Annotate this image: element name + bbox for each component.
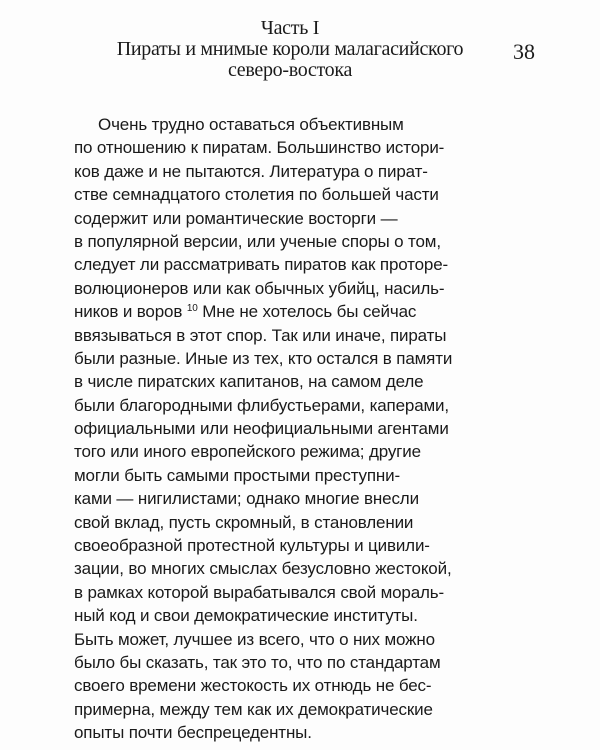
text-line: официальными или неофициальными агентами xyxy=(74,419,449,439)
body-paragraph xyxy=(74,113,514,745)
chapter-title-line-1: Пираты и мнимые короли малагасийского xyxy=(116,38,464,60)
text-line: в популярной версии, или ученые споры о том, xyxy=(74,231,441,251)
text-line: стве семнадцатого столетия по большей части xyxy=(74,185,439,205)
text-segment: ников и воров xyxy=(74,302,183,322)
text-line: волюционеров или как обычных убийц, насиль- xyxy=(74,278,445,298)
part-label: Часть I xyxy=(260,17,320,39)
text-line: своеобразной протестной культуры и цивили- xyxy=(74,536,430,556)
text-line: были благородными флибустьерами, каперами, xyxy=(74,395,449,415)
text-line: свой вклад, пусть скромный, в становлении xyxy=(74,512,414,532)
text-line: по отношению к пиратам. Большинство истори- xyxy=(74,138,445,158)
text-line: ков даже и не пытаются. Литература о пират- xyxy=(74,161,428,181)
text-line: ный код и свои демократические институты. xyxy=(74,606,418,626)
page-number: 38 xyxy=(513,39,535,64)
text-line: в рамках которой вырабатывался свой мораль- xyxy=(74,582,445,602)
text-line: содержит или романтические восторги — xyxy=(74,208,398,228)
text-line-with-footnote xyxy=(74,300,514,323)
text-line: Очень трудно оставаться объективным xyxy=(98,115,404,134)
text-line: ками — нигилистами; однако многие внесли xyxy=(74,489,419,509)
text-line: были разные. Иные из тех, кто остался в памяти xyxy=(74,348,453,368)
text-segment: Мне не хотелось бы сейчас xyxy=(197,302,417,322)
text-line: ввязываться в этот спор. Так или иначе, пираты xyxy=(74,325,447,345)
text-line: Быть может, лучшее из всего, что о них можно xyxy=(74,629,435,649)
text-line: опыты почти беспрецедентны. xyxy=(74,723,312,743)
text-line: зации, во многих смыслах безусловно жестокой, xyxy=(74,559,452,579)
footnote-reference[interactable]: 10 xyxy=(186,303,198,315)
text-line: того или иного европейского режима; другие xyxy=(74,442,421,462)
text-line: в числе пиратских капитанов, на самом деле xyxy=(74,372,424,392)
running-header xyxy=(60,18,520,81)
text-line: было бы сказать, так это то, что по стандартам xyxy=(74,652,441,672)
text-line: примерна, между тем как их демократические xyxy=(74,699,433,719)
text-line: могли быть самыми простыми преступни- xyxy=(74,465,401,485)
text-line: своего времени жестокость их отнюдь не бес- xyxy=(74,676,432,696)
chapter-title-line-2: северо-востока xyxy=(227,59,353,81)
text-line: следует ли рассматривать пиратов как проторе- xyxy=(74,255,449,275)
